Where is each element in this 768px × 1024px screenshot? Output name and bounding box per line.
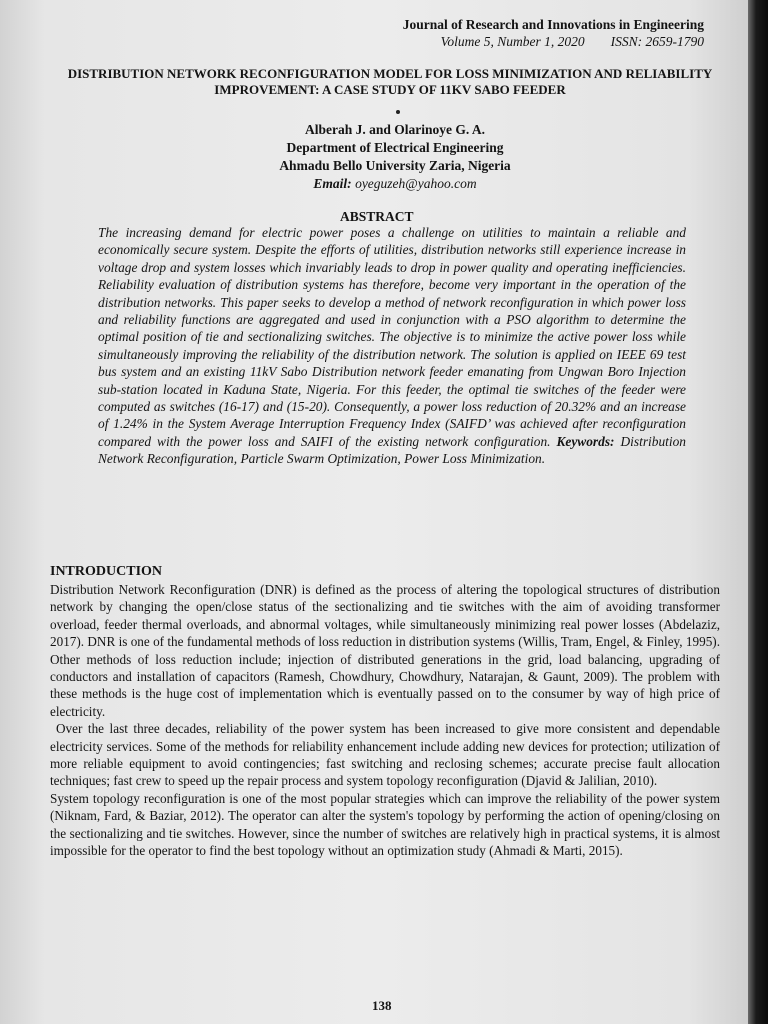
author-email-line: [200, 175, 590, 193]
intro-paragraph-2: Over the last three decades, reliability of the power system has been increased to give more consistent and dependable electricity services. Some of the methods for reliability enhancement include adding new devices for protection; utilization of more reliable equipment to avoid contingencies; fast switching and reclosing schemes; accurate precise fault allocation techniques; fast crew to speed up the repair process and system topology reconfiguration (Djavid & Jalilian, 2010).: [50, 721, 720, 789]
author-block: [200, 121, 590, 193]
keywords-label: Keywords:: [556, 433, 615, 449]
scan-edge-shadow: [748, 0, 768, 1024]
intro-paragraph-3: System topology reconfiguration is one of the most popular strategies which can improve the reliability of the power system (Niknam, Fard, & Baziar, 2012). The operator can alter the system's topology by performing the action of opening/closing on the sectionalizing and tie switches. However, since the number of switches are relatively high in practical systems, it is almost impossible for the operator to find the best topology without an optimization study (Ahmadi & Marti, 2015).: [50, 790, 720, 859]
email-address: oyeguzeh@yahoo.com: [355, 176, 477, 191]
journal-issn: ISSN: 2659-1790: [610, 34, 704, 49]
author-names: Alberah J. and Olarinoye G. A.: [304, 122, 485, 137]
introduction-heading: INTRODUCTION: [50, 564, 163, 579]
author-department: Department of Electrical Engineering: [286, 140, 504, 155]
abstract-heading: ABSTRACT: [340, 209, 414, 224]
paper-title: DISTRIBUTION NETWORK RECONFIGURATION MODEL FOR LOSS MINIMIZATION AND RELIABILITY IMPROVEMENT: A CASE STUDY OF 11KV SABO FEEDER: [67, 66, 713, 97]
abstract-body: [98, 224, 686, 468]
page-number: 138: [372, 998, 392, 1013]
abstract-text: The increasing demand for electric power poses a challenge on utilities to maintain a reliable and economically secure system. Despite the efforts of utilities, distribution networks still experience increase in voltage drop and system losses which invariably leads to drop in power quality and operating inefficiencies. Reliability evaluation of distribution systems has therefore, become very important in the operation of the distribution networks. This paper seeks to develop a method of network reconfiguration in which power loss and reliability functions are aggregated and used in conjunction with a PSO algorithm to determine the optimal position of tie and sectionalizing switches. The objective is to minimize the active power loss while simultaneously improving the reliability of the distribution network. The solution is applied on IEEE 69 test bus system and an existing 11kV Sabo Distribution network feeder emanating from Ungwan Boro Injection sub-station located in Kaduna State, Nigeria. For this feeder, the optimal tie switches of the feeder were computed as switches (16-17) and (15-20). Consequently, a power loss reduction of 20.32% and an increase of 1.24% in the System Average Interruption Frequency Index (SAIFD’ was achieved after reconfiguration compared with the power loss and SAIFI of the existing network configuration.: [98, 225, 686, 449]
journal-volume: Volume 5, Number 1, 2020: [440, 34, 585, 49]
journal-volume-line: [403, 33, 704, 50]
keywords-text: Distribution Network Reconfiguration, Particle Swarm Optimization, Power Loss Minimization.: [98, 433, 686, 467]
journal-name: Journal of Research and Innovations in Engineering: [402, 17, 704, 32]
email-label: Email:: [313, 176, 352, 191]
ink-dot: [396, 110, 400, 114]
intro-paragraph-1: Distribution Network Reconfiguration (DNR) is defined as the process of altering the topological structures of distribution network by changing the open/close status of the sectionalizing and tie switches with the aim of avoiding transformer overload, feeder thermal overloads, and abnormal voltages, while simultaneously minimizing real power losses (Abdelaziz, 2017). DNR is one of the fundamental methods of loss reduction in distribution systems (Willis, Tram, Engel, & Finley, 1995). Other methods of loss reduction include; injection of distributed generations in the grid, load balancing, upgrading of conductors and installation of capacitors (Ramesh, Chowdhury, Chowdhury, Natarajan, & Gaunt, 2009). The problem with these methods is the huge cost of implementation which is eventually passed on to the consumer by way of high price of electricity.: [50, 582, 720, 719]
journal-header: [403, 16, 704, 50]
author-university: Ahmadu Bello University Zaria, Nigeria: [279, 158, 511, 173]
introduction-body: [50, 581, 720, 860]
